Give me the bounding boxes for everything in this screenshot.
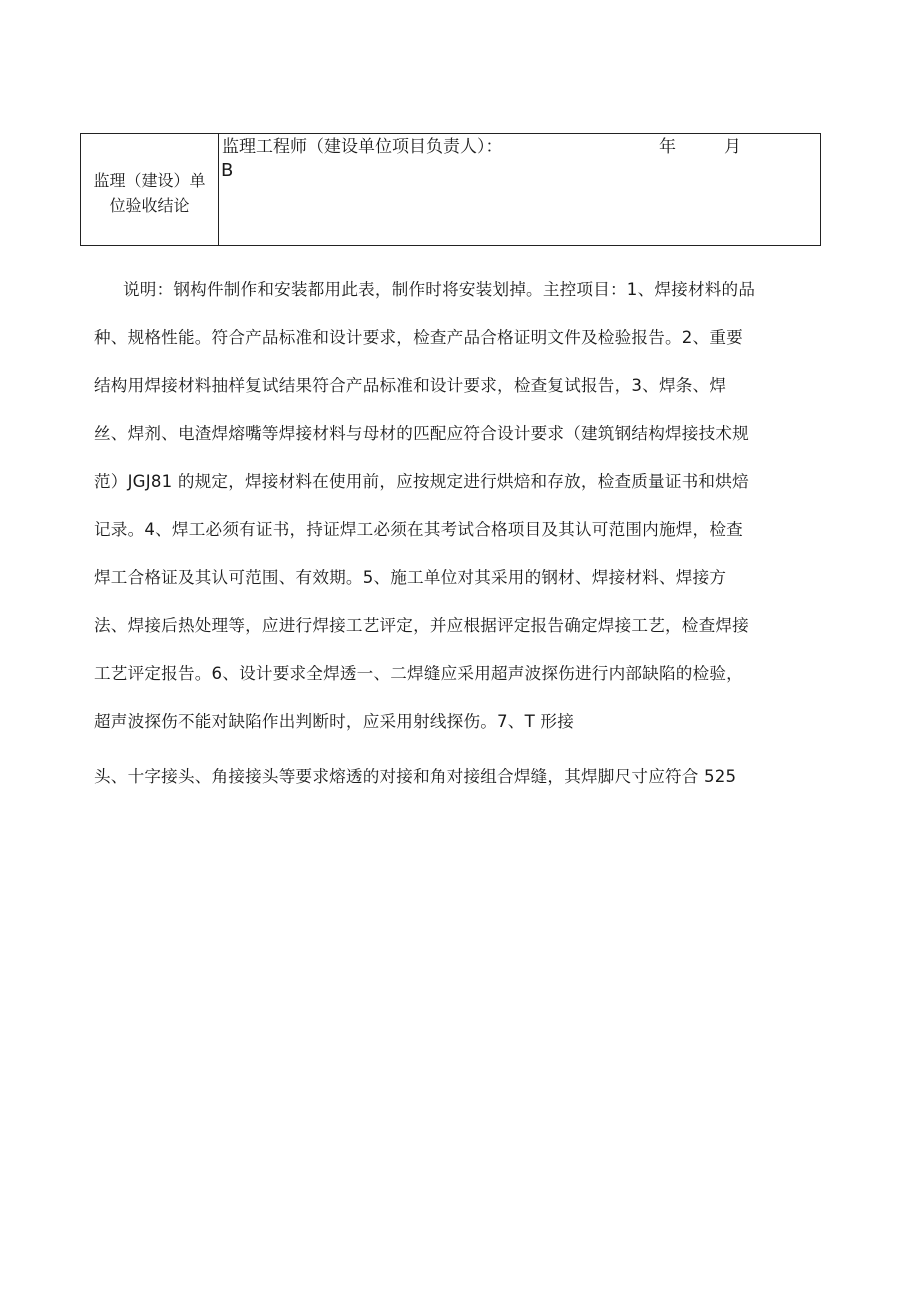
notes-line: 记录。4、焊工必须有证书，持证焊工必须在其考试合格项目及其认可范围内施焊，检查 xyxy=(94,520,743,539)
label-line-2: 位验收结论 xyxy=(109,196,190,215)
notes-line: 工艺评定报告。6、设计要求全焊透一、二焊缝应采用超声波探伤进行内部缺陷的检验， xyxy=(94,664,743,683)
month-label: 月 xyxy=(724,137,741,157)
notes-line: 说明：钢构件制作和安装都用此表，制作时将安装划掉。主控项目：1、焊接材料的品 xyxy=(123,280,756,299)
label-line-1: 监理（建设）单 xyxy=(93,171,206,190)
notes-line: 焊工合格证及其认可范围、有效期。5、施工单位对其采用的钢材、焊接材料、焊接方 xyxy=(94,568,727,587)
notes-line: 范）JGJ81 的规定，焊接材料在使用前，应按规定进行烘焙和存放，检查质量证书和烘焙 xyxy=(94,472,749,491)
notes-line: 结构用焊接材料抽样复试结果符合产品标准和设计要求，检查复试报告，3、焊条、焊 xyxy=(94,376,727,395)
explanation-notes xyxy=(94,266,824,801)
notes-line: 头、十字接头、角接接头等要求熔透的对接和角对接组合焊缝，其焊脚尺寸应符合 525 xyxy=(94,767,737,786)
notes-line: 种、规格性能。符合产品标准和设计要求，检查产品合格证明文件及检验报告。2、重要 xyxy=(94,328,743,347)
year-label: 年 xyxy=(659,137,676,157)
engineer-signature-label: 监理工程师（建设单位项目负责人）： xyxy=(222,137,503,157)
notes-line: 法、焊接后热处理等，应进行焊接工艺评定，并应根据评定报告确定焊接工艺，检查焊接 xyxy=(94,616,749,635)
conclusion-label-cell xyxy=(81,134,219,246)
conclusion-label xyxy=(81,168,218,218)
conclusion-content-cell xyxy=(219,134,821,246)
notes-line: 丝、焊剂、电渣焊熔嘴等焊接材料与母材的匹配应符合设计要求（建筑钢结构焊接技术规 xyxy=(94,424,749,443)
notes-line: 超声波探伤不能对缺陷作出判断时，应采用射线探伤。7、T 形接 xyxy=(94,712,574,731)
day-label: B xyxy=(221,160,234,181)
acceptance-conclusion-table xyxy=(80,133,821,246)
